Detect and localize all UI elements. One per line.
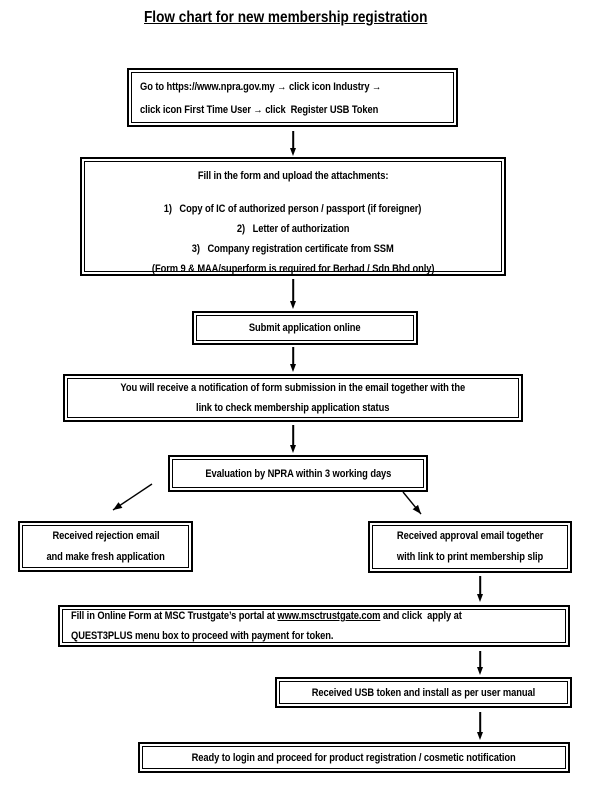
approval-line-2: with link to print membership slip [396, 551, 544, 563]
flow-step-msc-payment [58, 605, 570, 647]
arrow-shaft [479, 651, 481, 667]
attachments-heading: Fill in the form and upload the attachments: [197, 170, 389, 182]
arrow-head-icon [290, 364, 296, 372]
step1-line-2: click icon First Time User → click Register USB Token [140, 104, 379, 116]
flow-step-go-to-website [127, 68, 458, 127]
arrow-shaft [292, 425, 294, 445]
notification-line-1: You will receive a notification of form submission in the email together with the [120, 382, 466, 394]
page-title [0, 9, 572, 27]
flow-step-usb-token [275, 677, 572, 708]
down-arrow-1 [288, 131, 298, 156]
flow-branch-rejection [18, 521, 193, 572]
arrow-shaft [292, 347, 294, 364]
msc-line-2: QUEST3PLUS menu box to proceed with payment for token. [71, 630, 334, 642]
rejection-line-1: Received rejection email [51, 529, 160, 542]
down-arrow-5 [475, 576, 485, 602]
ready-login-label: Ready to login and proceed for product registration / cosmetic notification [191, 751, 517, 764]
msc-line-1-post: and click apply at [380, 610, 462, 622]
arrow-shaft [292, 279, 294, 301]
down-arrow-3 [288, 347, 298, 372]
arrow-head-icon [290, 148, 296, 156]
rejection-line-2: and make fresh application [46, 550, 165, 563]
notification-line-2: link to check membership application status [196, 402, 390, 414]
msc-line-1 [71, 606, 462, 626]
down-arrow-2 [288, 279, 298, 309]
attachment-item-2: 2) Letter of authorization [236, 223, 350, 235]
submit-application-label: Submit application online [249, 322, 361, 334]
evaluation-label: Evaluation by NPRA within 3 working days [205, 467, 391, 480]
flow-step-email-notification [63, 374, 523, 422]
flow-branch-approval [368, 521, 572, 573]
arrow-head-icon [477, 732, 483, 740]
attachment-item-3: 3) Company registration certificate from SSM [192, 243, 394, 255]
attachments-note: (Form 9 & MAA/superform is required for Berhad / Sdn Bhd only) [151, 263, 435, 275]
flow-step-evaluation [168, 455, 428, 492]
arrow-shaft [479, 576, 481, 594]
down-arrow-7 [475, 712, 485, 740]
down-arrow-6 [475, 651, 485, 675]
down-arrow-4 [288, 425, 298, 453]
arrow-head-icon [477, 667, 483, 675]
arrow-shaft [292, 131, 294, 148]
msctrustgate-link[interactable]: www.msctrustgate.com [277, 610, 381, 622]
page-title-text: Flow chart for new membership registration [144, 9, 428, 26]
approval-line-1: Received approval email together [396, 530, 544, 542]
arrow-head-icon [290, 301, 296, 309]
arrow-shaft [479, 712, 481, 732]
rejection-branch-arrow [100, 478, 165, 518]
flow-step-submit-application [192, 311, 418, 345]
step1-line-1: Go to https://www.npra.gov.my → click icon Industry → [140, 81, 382, 93]
approval-branch-arrow [395, 486, 431, 519]
arrow-head-icon [477, 594, 483, 602]
arrow-head-icon [290, 445, 296, 453]
attachment-item-1: 1) Copy of IC of authorized person / passport (if foreigner) [164, 203, 422, 215]
flow-step-fill-form [80, 157, 506, 276]
flow-step-ready-login [138, 742, 570, 773]
msc-line-1-pre: Fill in Online Form at MSC Trustgate’s portal at [71, 610, 278, 622]
usb-token-label: Received USB token and install as per user manual [311, 686, 536, 699]
